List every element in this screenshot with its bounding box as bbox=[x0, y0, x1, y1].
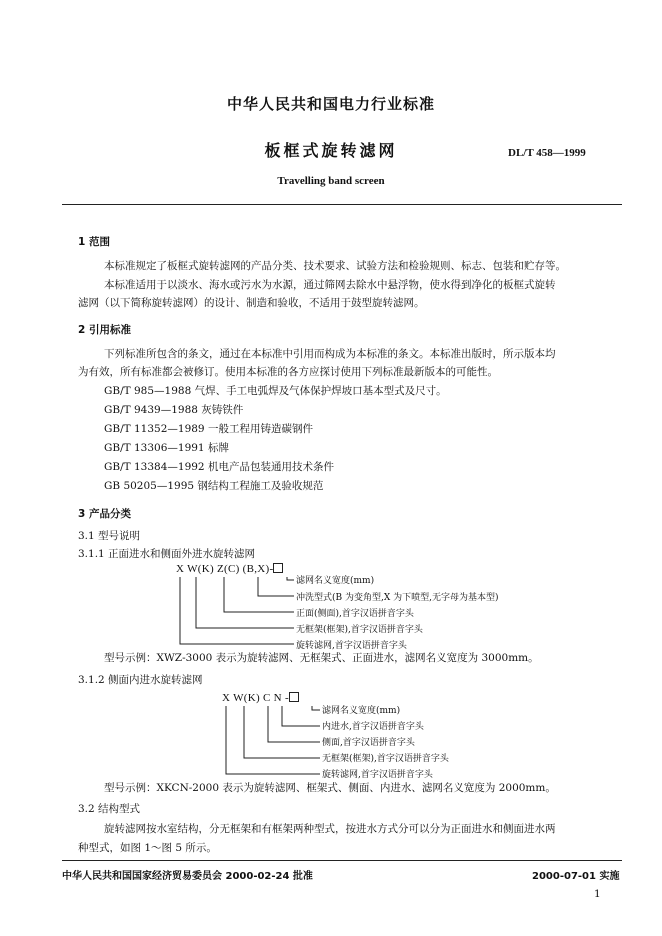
section-1-heading: 1 范围 bbox=[78, 236, 110, 248]
section-3-2-heading: 3.2 结构型式 bbox=[78, 803, 141, 815]
section-2-heading: 2 引用标准 bbox=[78, 324, 131, 336]
section-2-para-line-2: 为有效，所有标准都会被修订。使用本标准的各方应探讨使用下列标准最新版本的可能性。 bbox=[78, 366, 498, 378]
section-3-2-para-line-1: 旋转滤网按水室结构，分无框架和有框架两种型式，按进水方式分可以分为正面进水和侧面进水两 bbox=[104, 823, 556, 835]
ministry-title: 中华人民共和国电力行业标准 bbox=[226, 95, 435, 113]
connector-line bbox=[287, 577, 294, 580]
section-3-1-2-heading: 3.1.2 侧面内进水旋转滤网 bbox=[78, 674, 203, 686]
section-1-para-2-line-1: 本标准适用于以淡水、海水或污水为水源，通过筛网去除水中悬浮物，使水得到净化的板框式旋转 bbox=[104, 279, 556, 291]
connector-line bbox=[226, 706, 320, 774]
section-1-para-2-line-2: 滤网（以下简称旋转滤网）的设计、制造和验收，不适用于鼓型旋转滤网。 bbox=[78, 297, 425, 309]
section-3-1-heading: 3.1 型号说明 bbox=[78, 530, 141, 542]
diagram-1-label: 无框架(框架),首字汉语拼音字头 bbox=[296, 625, 423, 635]
page-number: 1 bbox=[594, 888, 601, 900]
approval-note: 中华人民共和国国家经济贸易委员会 2000-02-24 批准 bbox=[62, 871, 313, 882]
section-3-2-para-line-2: 种型式，如图 1～图 5 所示。 bbox=[78, 842, 217, 854]
connector-line bbox=[268, 706, 320, 742]
diagram-2-label: 无框架(框架),首字汉语拼音字头 bbox=[322, 754, 449, 764]
diagram-2-label: 旋转滤网,首字汉语拼音字头 bbox=[322, 770, 433, 780]
reference-item: GB/T 9439—1988 灰铸铁件 bbox=[104, 404, 244, 416]
diagram-2-label: 内进水,首字汉语拼音字头 bbox=[322, 722, 424, 732]
diagram-1-label: 冲洗型式(B 为变角型,X 为下喷型,无字母为基本型) bbox=[296, 593, 499, 603]
model-code-1: X W(K) Z(C) (B,X)- bbox=[176, 563, 283, 575]
section-3-heading: 3 产品分类 bbox=[78, 508, 131, 520]
reference-item: GB/T 985—1988 气焊、手工电弧焊及气体保护焊坡口基本型式及尺寸。 bbox=[104, 385, 447, 397]
diagram-1-label: 旋转滤网,首字汉语拼音字头 bbox=[296, 641, 407, 651]
example-1: 型号示例：XWZ-3000 表示为旋转滤网、无框架式、正面进水，滤网名义宽度为 3000mm。 bbox=[104, 652, 539, 664]
footer-rule bbox=[62, 860, 622, 861]
implementation-date: 2000-07-01 实施 bbox=[532, 871, 620, 882]
reference-item: GB/T 13306—1991 标牌 bbox=[104, 442, 229, 454]
diagram-2-label: 滤网名义宽度(mm) bbox=[322, 706, 401, 716]
section-1-para-1: 本标准规定了板框式旋转滤网的产品分类、技术要求、试验方法和检验规则、标志、包装和贮存等。 bbox=[104, 260, 566, 272]
model-code-2: X W(K) C N - bbox=[222, 692, 299, 704]
diagram-2-label: 侧面,首字汉语拼音字头 bbox=[322, 738, 415, 748]
standard-title: 板框式旋转滤网 bbox=[264, 141, 398, 160]
diagram-1-label: 滤网名义宽度(mm) bbox=[296, 576, 375, 586]
english-title: Travelling band screen bbox=[277, 175, 385, 187]
section-3-1-1-heading: 3.1.1 正面进水和侧面外进水旋转滤网 bbox=[78, 548, 256, 560]
reference-item: GB/T 13384—1992 机电产品包装通用技术条件 bbox=[104, 461, 334, 473]
connector-line bbox=[312, 706, 320, 710]
diagram-1-label: 正面(侧面),首字汉语拼音字头 bbox=[296, 609, 414, 619]
connector-line bbox=[224, 577, 294, 612]
placeholder-box bbox=[289, 692, 299, 702]
standard-code: DL/T 458—1999 bbox=[508, 147, 586, 159]
connector-line bbox=[196, 577, 294, 628]
reference-item: GB 50205—1995 钢结构工程施工及验收规范 bbox=[104, 480, 324, 492]
example-2: 型号示例：XKCN-2000 表示为旋转滤网、框架式、侧面、内进水、滤网名义宽度为 2000mm。 bbox=[104, 782, 556, 794]
connector-line bbox=[180, 577, 294, 644]
connector-line bbox=[282, 706, 320, 726]
section-2-para-line-1: 下列标准所包含的条文，通过在本标准中引用而构成为本标准的条文。本标准出版时，所示版本均 bbox=[104, 348, 556, 360]
reference-item: GB/T 11352—1989 一般工程用铸造碳钢件 bbox=[104, 423, 313, 435]
